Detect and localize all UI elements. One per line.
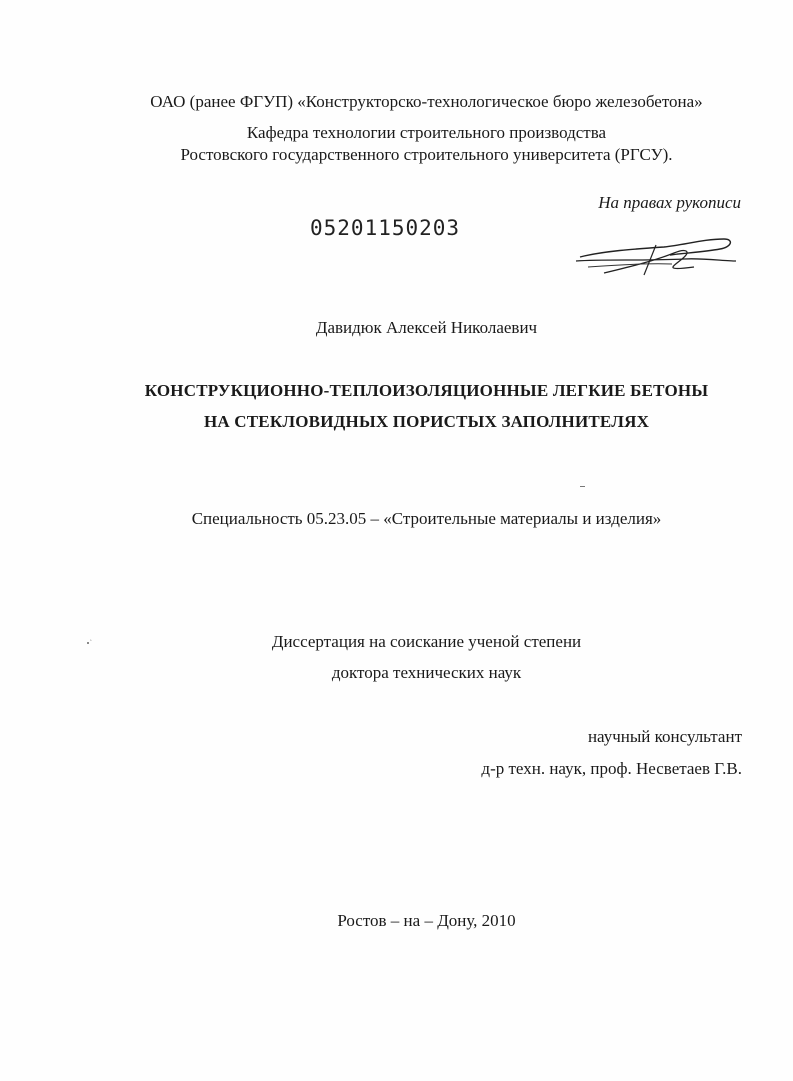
dissertation-title-line-2: НА СТЕКЛОВИДНЫХ ПОРИСТЫХ ЗАПОЛНИТЕЛЯХ <box>203 412 650 431</box>
scan-artifact <box>580 486 585 487</box>
specialty: Специальность 05.23.05 – «Строительные материалы и изделия» <box>191 509 662 528</box>
degree-line-2: доктора технических наук <box>331 663 522 682</box>
department-line-1: Кафедра технологии строительного производства <box>246 123 607 142</box>
author-name: Давидюк Алексей Николаевич <box>315 318 538 337</box>
city-year: Ростов – на – Дону, 2010 <box>337 911 516 930</box>
signature <box>574 233 738 279</box>
degree-line-1: Диссертация на соискание ученой степени <box>271 632 582 651</box>
consultant-name: д-р техн. наук, проф. Несветаев Г.В. <box>481 759 742 778</box>
manuscript-rights-mark: На правах рукописи <box>598 193 741 212</box>
consultant-role: научный консультант <box>587 727 742 746</box>
department-line-2: Ростовского государственного строительного университета (РГСУ). <box>180 145 673 164</box>
dissertation-title-line-1: КОНСТРУКЦИОННО-ТЕПЛОИЗОЛЯЦИОННЫЕ ЛЕГКИЕ БЕТОНЫ <box>144 381 709 400</box>
registration-number: 05201150203 <box>310 216 461 240</box>
organization-name: ОАО (ранее ФГУП) «Конструкторско-технологическое бюро железобетона» <box>150 92 703 111</box>
